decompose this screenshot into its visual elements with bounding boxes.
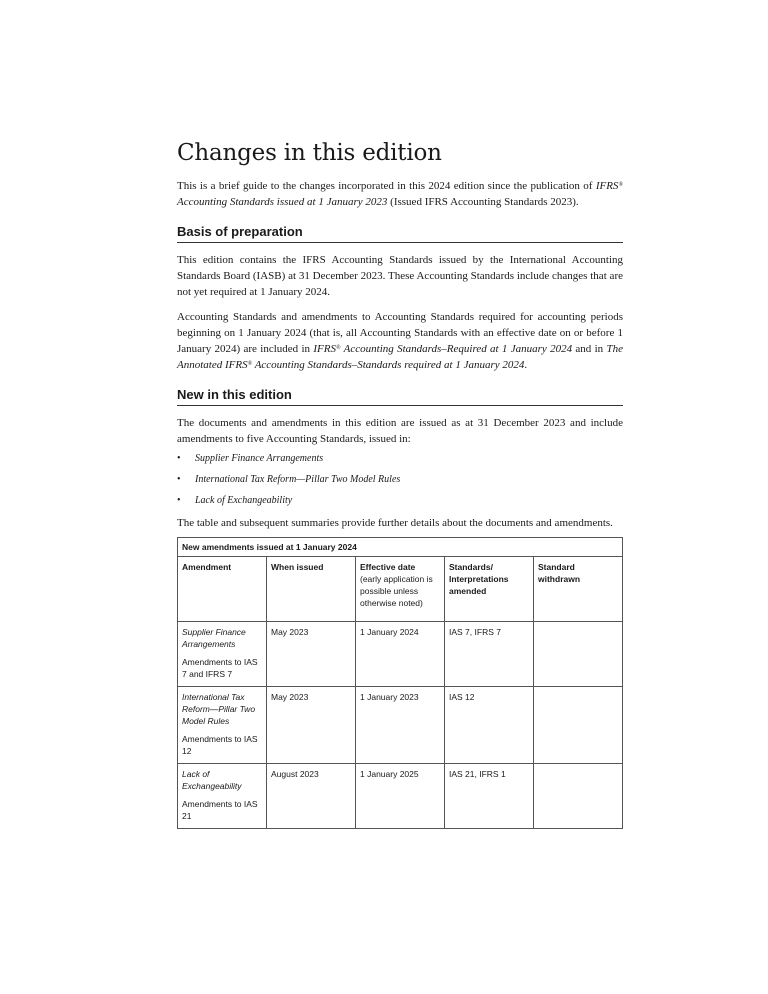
document-page [177,140,623,843]
amendment-sub: Amendments to IAS 7 and IFRS 7 [182,657,258,679]
list-item-text: Supplier Finance Arrangements [195,453,324,464]
table-caption: New amendments issued at 1 January 2024 [178,538,623,557]
header-standard-withdrawn: Standard withdrawn [534,557,623,622]
header-effective-label: Effective date [360,562,416,572]
table-row [178,687,623,764]
basis-p2-title-2b: Accounting Standards–Standards required at 1 January 2024 [252,359,525,371]
bullet-icon: • [177,495,181,506]
basis-p2-and: and in [572,343,607,355]
intro-text: This is a brief guide to the changes incorporated in this 2024 edition since the publication of [177,180,596,192]
cell-standards: IAS 7, IFRS 7 [445,622,534,687]
intro-ifrs: IFRS [595,180,619,192]
amendment-name: International Tax Reform—Pillar Two Model Rules [182,692,256,726]
amendment-sub: Amendments to IAS 21 [182,799,258,821]
basis-paragraph-2 [177,309,623,373]
bullet-icon: • [177,453,181,464]
table-row [178,764,623,829]
list-item [177,451,623,467]
cell-amendment [178,764,267,829]
cell-when-issued: August 2023 [267,764,356,829]
list-item [177,493,623,509]
table-header-row [178,557,623,622]
cell-withdrawn [534,764,623,829]
amendment-sub: Amendments to IAS 12 [182,734,258,756]
cell-withdrawn [534,622,623,687]
header-effective-date [356,557,445,622]
basis-p2-end: . [524,359,528,371]
basis-p2-title-1: Accounting Standards–Required at 1 January 2024 [340,343,573,355]
table-row [178,622,623,687]
new-paragraph-1: The documents and amendments in this edition are issued as at 31 December 2023 and include amendments to five Accounting Standards, issued in: [177,417,623,445]
basis-p2-title-2a: The Annotated IFRS [177,343,623,371]
cell-when-issued: May 2023 [267,687,356,764]
cell-withdrawn [534,687,623,764]
registered-mark: ® [247,361,253,367]
header-effective-note: (early application is possible unless otherwise noted) [360,574,433,608]
basis-section [177,224,623,373]
cell-effective-date: 1 January 2025 [356,764,445,829]
cell-effective-date: 1 January 2024 [356,622,445,687]
header-when-issued: When issued [267,557,356,622]
basis-paragraph-1: This edition contains the IFRS Accounting Standards issued by the International Accounting Standards Board (IASB) at 31 December 2023. These Accounting Standards include changes that are not yet required at 1 January 2024. [177,254,623,298]
new-heading: New in this edition [177,387,623,406]
new-paragraph-2: The table and subsequent summaries provide further details about the documents and amendments. [177,517,613,529]
header-amendment: Amendment [178,557,267,622]
header-standards-amended: Standards/ Interpretations amended [445,557,534,622]
intro-paragraph [177,178,623,210]
page-title: Changes in this edition [177,140,442,166]
basis-p2-ifrs: IFRS [313,343,336,355]
amendment-name: Supplier Finance Arrangements [182,627,246,649]
bullet-icon: • [177,474,181,485]
list-item [177,472,623,488]
new-section [177,387,623,829]
list-item-text: Lack of Exchangeability [195,495,293,506]
intro-text-end: (Issued IFRS Accounting Standards 2023). [387,196,579,208]
cell-when-issued: May 2023 [267,622,356,687]
amendment-name: Lack of Exchangeability [182,769,242,791]
registered-mark: ® [618,182,623,188]
intro-publication-title: Accounting Standards issued at 1 January 2023 [177,196,388,208]
amendments-table [177,537,623,829]
registered-mark: ® [335,345,341,351]
cell-amendment [178,687,267,764]
cell-standards: IAS 12 [445,687,534,764]
cell-effective-date: 1 January 2023 [356,687,445,764]
basis-p2-text: Accounting Standards and amendments to Accounting Standards required for accounting periods beginning on 1 January 2024 (that is, all Accounting Standards with an effective date on or before 1 January 2024) are included in [177,311,623,355]
basis-heading: Basis of preparation [177,224,623,243]
cell-standards: IAS 21, IFRS 1 [445,764,534,829]
cell-amendment [178,622,267,687]
amendment-list [177,451,623,509]
list-item-text: International Tax Reform—Pillar Two Model Rules [195,474,401,485]
